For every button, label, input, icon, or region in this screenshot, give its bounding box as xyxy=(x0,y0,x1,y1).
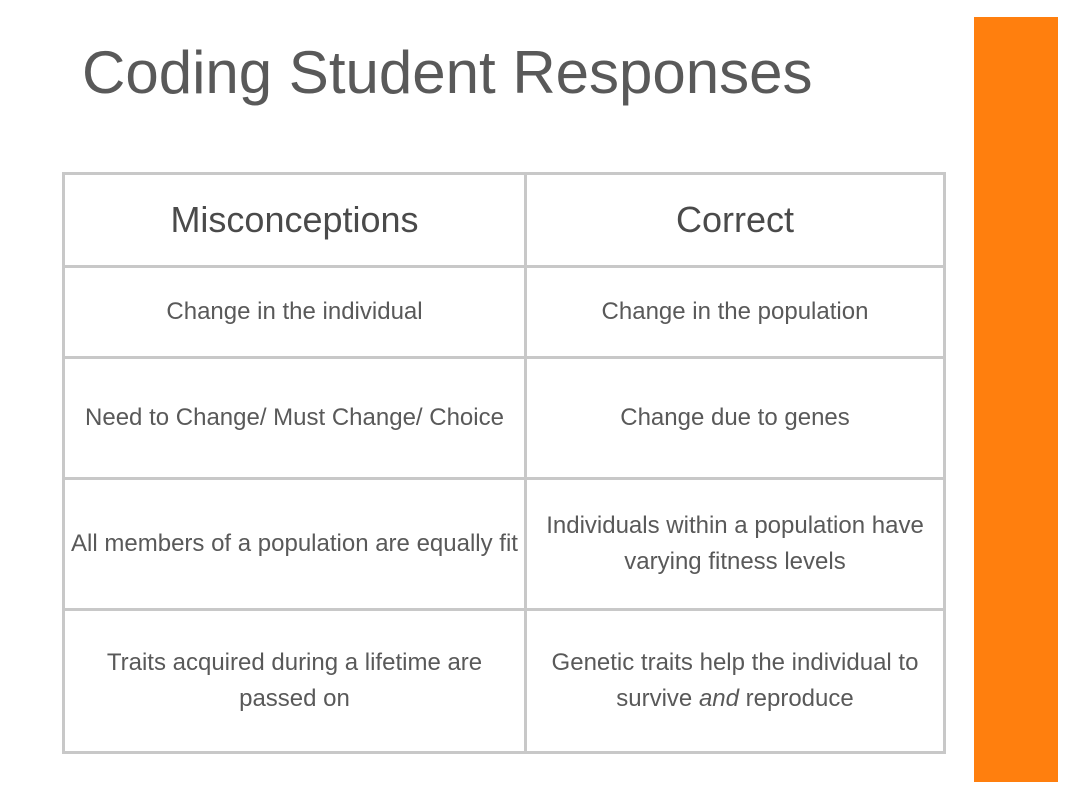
table-row xyxy=(64,610,945,753)
header-correct: Correct xyxy=(526,174,945,267)
table-row xyxy=(64,358,945,479)
misconception-cell: Need to Change/ Must Change/ Choice xyxy=(64,358,526,479)
correct-text-part: Genetic traits help the individual to survive xyxy=(551,649,919,712)
header-row xyxy=(64,174,945,267)
misconception-cell: Change in the individual xyxy=(64,267,526,358)
slide-title: Coding Student Responses xyxy=(82,39,813,106)
misconception-cell: All members of a population are equally fit xyxy=(64,479,526,610)
misconception-cell: Traits acquired during a lifetime are passed on xyxy=(64,610,526,753)
correct-cell: Individuals within a population have varying fitness levels xyxy=(526,479,945,610)
table-row xyxy=(64,267,945,358)
correct-text-part: reproduce xyxy=(738,685,854,712)
table-row xyxy=(64,479,945,610)
correct-cell: Change in the population xyxy=(526,267,945,358)
coding-table xyxy=(62,172,946,754)
accent-bar xyxy=(974,17,1058,782)
correct-cell: Change due to genes xyxy=(526,358,945,479)
header-misconceptions: Misconceptions xyxy=(64,174,526,267)
correct-text-emphasis: and xyxy=(698,685,739,712)
correct-cell xyxy=(526,610,945,753)
